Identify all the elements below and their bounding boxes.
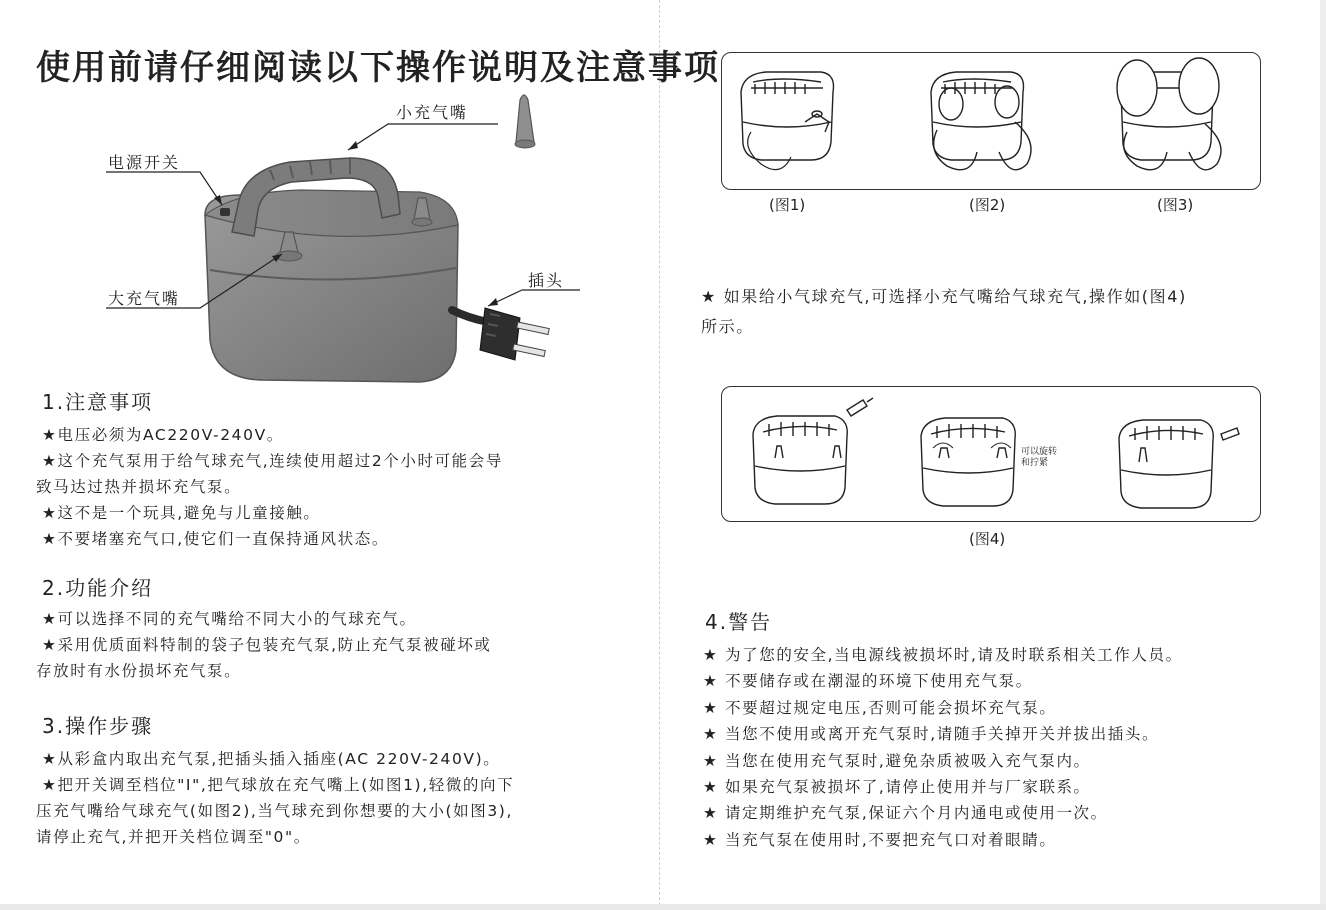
right-page [663,0,1326,910]
figure-3-pump [1117,58,1221,170]
label-power-switch: 电源开关 [108,153,181,172]
warning-line: ★ 为了您的安全,当电源线被损坏时,请及时联系相关工作人员。 [703,646,1183,664]
section-precautions-body [36,422,503,552]
figure-1-caption: (图1) [769,196,806,214]
figure-4-annotation [1021,447,1057,469]
annotation-line: 和拧紧 [1021,458,1049,468]
figure-4b-pump [921,418,1015,506]
section-features-body [36,606,492,684]
figure-3-caption: (图3) [1157,196,1194,214]
feature-line: 存放时有水份损坏充气泵。 [36,662,242,680]
precaution-line: ★这个充气泵用于给气球充气,连续使用超过2个小时可能会导 [42,452,503,470]
warning-line: ★ 当您不使用或离开充气泵时,请随手关掉开关并拔出插头。 [703,725,1160,744]
small-balloon-note [701,282,1187,342]
label-small-nozzle: 小充气嘴 [396,103,469,122]
annotation-line: 可以旋转 [1021,447,1058,457]
figure-4-caption: (图4) [969,530,1006,548]
label-plug: 插头 [528,271,565,290]
pump-illustration [0,0,720,400]
page-title: 使用前请仔细阅读以下操作说明及注意事项 [36,48,720,88]
precaution-line: ★电压必须为AC220V-240V。 [42,426,284,444]
section-warnings-title: 4.警告 [705,610,773,634]
section-features-title: 2.功能介绍 [42,576,154,600]
warning-line: ★ 当您在使用充气泵时,避免杂质被吸入充气泵内。 [703,751,1091,770]
section-warnings-body [703,642,1183,853]
step-line: 压充气嘴给气球充气(如图2),当气球充到你想要的大小(如图3), [36,802,513,820]
figure-4-illustration [721,386,1261,522]
precaution-line: 致马达过热并损坏充气泵。 [36,478,242,496]
figure-4a-pump [753,398,873,504]
feature-line: ★采用优质面料特制的袋子包装充气泵,防止充气泵被碰坏或 [42,636,492,654]
feature-line: ★可以选择不同的充气嘴给不同大小的气球充气。 [42,610,417,628]
warning-line: ★ 不要储存或在潮湿的环境下使用充气泵。 [703,672,1033,691]
figure-1-pump [741,72,834,170]
precaution-line: ★这不是一个玩具,避免与儿童接触。 [42,504,321,522]
figures-1-3-illustration [721,52,1261,190]
warning-line: ★ 请定期维护充气泵,保证六个月内通电或使用一次。 [703,804,1108,823]
label-large-nozzle: 大充气嘴 [108,289,181,308]
figure-4c-pump [1119,420,1239,508]
step-line: ★把开关调至档位"I",把气球放在充气嘴上(如图1),轻微的向下 [42,776,515,794]
warning-line: ★ 当充气泵在使用时,不要把充气口对着眼睛。 [703,830,1057,849]
note-line: ★ 如果给小气球充气,可选择小充气嘴给气球充气,操作如(图4) [701,287,1187,306]
warning-line: ★ 不要超过规定电压,否则可能会损坏充气泵。 [703,698,1057,717]
note-line: 所示。 [701,317,754,336]
step-line: ★从彩盒内取出充气泵,把插头插入插座(AC 220V-240V)。 [42,750,501,768]
section-precautions-title: 1.注意事项 [42,390,154,414]
warning-line: ★ 如果充气泵被损坏了,请停止使用并与厂家联系。 [703,778,1091,797]
figure-2-pump [931,72,1031,170]
section-steps-body [36,746,514,850]
step-line: 请停止充气,并把开关档位调至"0"。 [36,828,311,846]
figure-2-caption: (图2) [969,196,1006,214]
section-steps-title: 3.操作步骤 [42,714,154,738]
precaution-line: ★不要堵塞充气口,使它们一直保持通风状态。 [42,530,389,548]
